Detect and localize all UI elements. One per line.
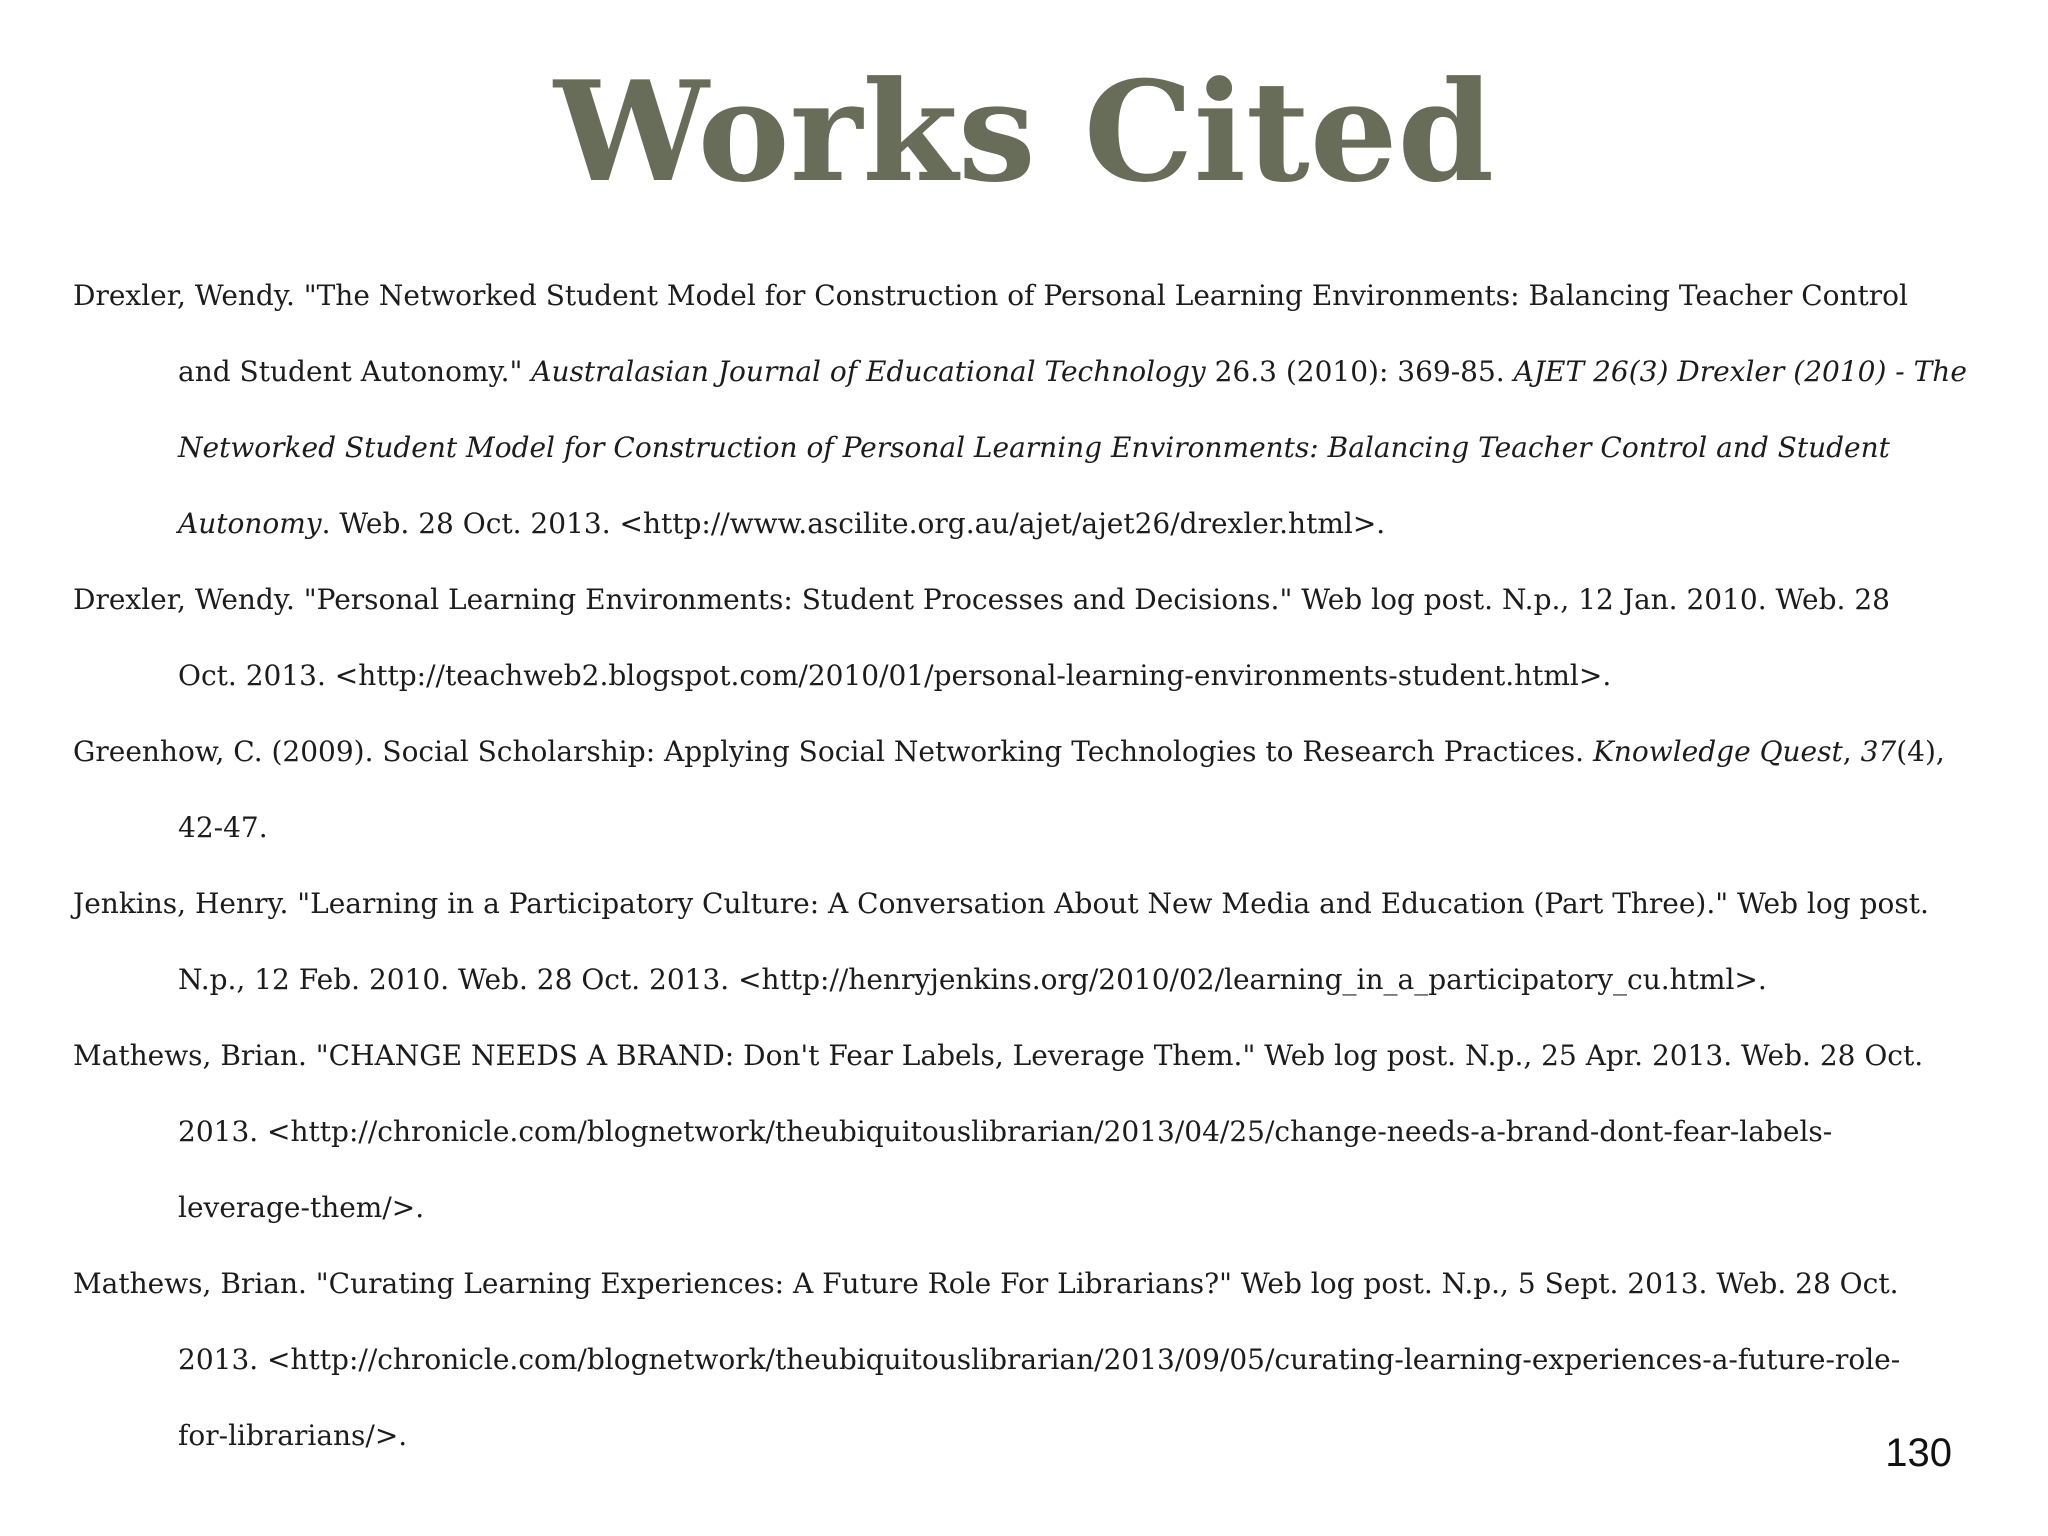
citation-line: [178, 486, 2008, 562]
citation-line: [178, 942, 2008, 1018]
citation-text: 42-47.: [178, 811, 268, 844]
citation-text: 26.3 (2010): 369-85.: [1205, 355, 1514, 388]
page-number: 130: [1885, 1431, 1952, 1475]
citation-line: [178, 1322, 2008, 1398]
citation-italic-text: Knowledge Quest: [1592, 735, 1843, 768]
citation-text: N.p., 12 Feb. 2010. Web. 28 Oct. 2013. <http://henryjenkins.org/2010/02/learning_in_a_participatory_cu.html>.: [178, 963, 1767, 996]
citation-line: [73, 258, 2008, 334]
citation-text: Mathews, Brian. "Curating Learning Experiences: A Future Role For Librarians?" Web log post. N.p., 5 Sept. 2013. Web. 28 Oct.: [73, 1267, 1899, 1300]
citation-text: Jenkins, Henry. "Learning in a Participatory Culture: A Conversation About New Media and Education (Part Three)." Web log post.: [73, 887, 1929, 920]
citation-line: [73, 562, 2008, 638]
citation-line: [178, 334, 2008, 410]
citation-text: 2013. <http://chronicle.com/blognetwork/theubiquitouslibrarian/2013/09/05/curating-learning-experiences-a-future-role-: [178, 1343, 1901, 1376]
citation-text: leverage-them/>.: [178, 1191, 425, 1224]
citation-line: [178, 1398, 2008, 1474]
citation-italic-text: Networked Student Model for Construction of Personal Learning Environments: Balancing Teacher Control and Student: [178, 431, 1890, 464]
citation-italic-text: AJET 26(3) Drexler (2010) - The: [1513, 355, 1967, 388]
citation-line: [73, 1018, 2008, 1094]
citation-italic-text: Australasian Journal of Educational Technology: [531, 355, 1206, 388]
citation-entry: [73, 714, 2008, 866]
citation-line: [178, 1094, 2008, 1170]
citation-text: Drexler, Wendy. "The Networked Student Model for Construction of Personal Learning Environments: Balancing Teacher Control: [73, 279, 1908, 312]
citation-italic-text: Autonomy: [178, 507, 322, 540]
citation-entry: [73, 562, 2008, 714]
citation-line: [73, 714, 2008, 790]
citation-text: Greenhow, C. (2009). Social Scholarship: Applying Social Networking Technologies to Research Practices.: [73, 735, 1593, 768]
citation-text: . Web. 28 Oct. 2013. <http://www.ascilite.org.au/ajet/ajet26/drexler.html>.: [321, 507, 1386, 540]
citation-entry: [73, 1018, 2008, 1246]
citation-entry: [73, 1246, 2008, 1474]
citation-text: Oct. 2013. <http://teachweb2.blogspot.com/2010/01/personal-learning-environments-student.html>.: [178, 659, 1612, 692]
citation-text: and Student Autonomy.": [178, 355, 532, 388]
citation-text: Mathews, Brian. "CHANGE NEEDS A BRAND: Don't Fear Labels, Leverage Them." Web log post. N.p., 25 Apr. 2013. Web. 28 Oct.: [73, 1039, 1924, 1072]
citation-text: (4),: [1896, 735, 1945, 768]
citation-text: 2013. <http://chronicle.com/blognetwork/theubiquitouslibrarian/2013/04/25/change-needs-a-brand-dont-fear-labels-: [178, 1115, 1833, 1148]
citation-italic-text: 37: [1860, 735, 1897, 768]
citation-entry: [73, 258, 2008, 562]
citation-text: Drexler, Wendy. "Personal Learning Environments: Student Processes and Decisions." Web log post. N.p., 12 Jan. 2010. Web. 28: [73, 583, 1890, 616]
citation-text: ,: [1842, 735, 1861, 768]
citation-line: [178, 1170, 2008, 1246]
citation-entry: [73, 866, 2008, 1018]
citation-line: [73, 1246, 2008, 1322]
citation-line: [178, 790, 2008, 866]
citation-line: [178, 638, 2008, 714]
slide-title: Works Cited: [553, 50, 1495, 213]
citation-line: [73, 866, 2008, 942]
citation-line: [178, 410, 2008, 486]
citation-text: for-librarians/>.: [178, 1419, 408, 1452]
works-cited-list: [73, 258, 2008, 1474]
